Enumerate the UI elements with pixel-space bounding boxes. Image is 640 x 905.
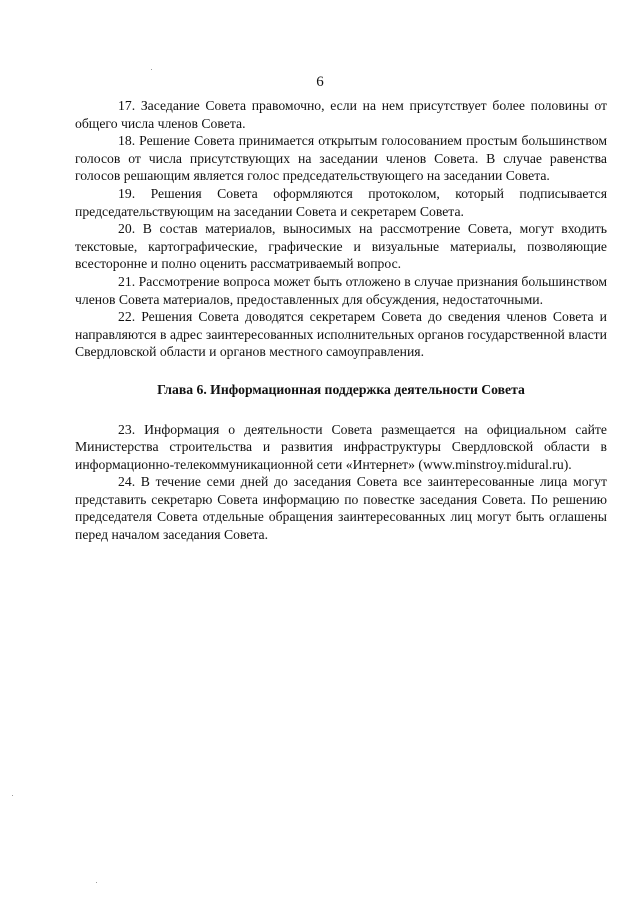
page-number: 6 [316, 74, 324, 90]
scan-speck [12, 795, 13, 796]
paragraph-22: 22. Решения Совета доводятся секретарем Совета до сведения членов Совета и направляются в адрес заинтересованных исполнительных органов государственной власти Свердловской области и органов местного самоуправления. [75, 309, 607, 360]
paragraph-18: 18. Решение Совета принимается открытым голосованием простым большинством голосов от числа присутствующих на заседании членов Совета. В случае равенства голосов решающим является голос председательствующего на заседании Совета. [75, 133, 607, 184]
paragraph-23: 23. Информация о деятельности Совета размещается на официальном сайте Министерства строительства и развития инфраструктуры Свердловской области в информационно-телекоммуникационной сети «Интернет» (www.minstroy.midural.ru). [75, 421, 607, 472]
document-body [75, 97, 607, 544]
paragraph-19: 19. Решения Совета оформляются протоколом, который подписывается председательствующим на заседании Совета и секретарем Совета. [75, 185, 607, 219]
paragraph-20: 20. В состав материалов, выносимых на рассмотрение Совета, могут входить текстовые, картографические, графические и визуальные материалы, позволяющие всесторонне и полно оценить рассматриваемый вопрос. [75, 221, 607, 272]
paragraph-24: 24. В течение семи дней до заседания Совета все заинтересованные лица могут представить секретарю Совета информацию по повестке заседания Совета. По решению председателя Совета отдельные обращения заинтересованных лиц могут быть оглашены перед началом заседания Совета. [75, 474, 607, 543]
paragraph-17: 17. Заседание Совета правомочно, если на нем присутствует более половины от общего числа членов Совета. [75, 98, 607, 131]
paragraph-21: 21. Рассмотрение вопроса может быть отложено в случае признания большинством членов Совета материалов, предоставленных для обсуждения, недостаточными. [75, 273, 607, 307]
chapter-heading: Глава 6. Информационная поддержка деятельности Совета [157, 381, 525, 397]
scan-speck [151, 69, 152, 70]
scan-speck [96, 882, 97, 883]
